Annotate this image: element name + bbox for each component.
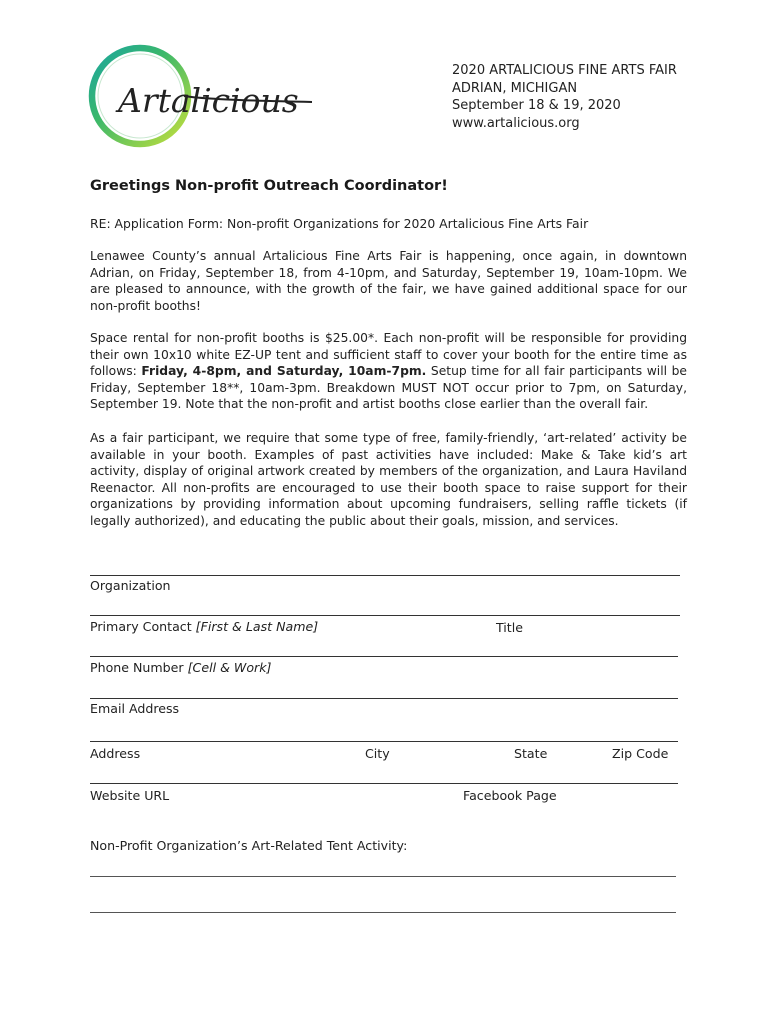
organization-label: Organization [90, 578, 171, 593]
address-label: Address [90, 746, 141, 761]
fair-website: www.artalicious.org [452, 115, 580, 131]
paragraph-activity: As a fair participant, we require that some type of free, family-friendly, ‘art-related’ activity be available in your booth. Examples of past activities have included: Make & Take kid’s art activity, display of original artwork created by members of the organization, and Laura Haviland Reenactor. All non-profits are encouraged to use their booth space to raise support for their organizations by providing information about upcoming fundraisers, selling raffle tickets (if legally authorized), and educating the public about their goals, mission, and services. [90, 431, 687, 528]
phone-field[interactable] [90, 656, 678, 657]
activity-line-2[interactable] [90, 912, 676, 913]
contact-title-field[interactable] [90, 615, 680, 616]
paragraph-booth-rental [90, 330, 687, 413]
state-label: State [514, 746, 548, 761]
activity-line-1[interactable] [90, 876, 676, 877]
primary-contact-hint: [First & Last Name] [195, 619, 319, 634]
website-label: Website URL [90, 788, 170, 803]
address-field[interactable] [90, 741, 678, 742]
primary-contact-text: Primary Contact [90, 619, 196, 634]
email-label: Email Address [90, 701, 180, 716]
city-label: City [365, 746, 390, 761]
greeting-heading: Greetings Non-profit Outreach Coordinator! [90, 178, 448, 194]
fair-location: ADRIAN, MICHIGAN [452, 80, 578, 96]
website-facebook-field[interactable] [90, 783, 678, 784]
fair-dates: September 18 & 19, 2020 [452, 98, 621, 113]
booth-rental-text: Space rental for non-profit booths is $25.00*. Each non-profit will be responsible for providing their own 10x10 white EZ-UP tent and sufficient staff to cover your booth for the entire time as follows: [90, 331, 687, 379]
artalicious-logo [88, 40, 316, 152]
organization-field[interactable] [90, 575, 680, 576]
booth-hours: Friday, 4-8pm, and Saturday, 10am-7pm. [141, 364, 427, 379]
phone-hint: [Cell & Work] [187, 660, 272, 675]
setup-text: Setup time for all fair participants will be Friday, September 18**, 10am-3pm. Breakdown MUST NOT occur prior to 7pm, on Saturday, September 19. Note that the non-profit and artist booths close earlier than the overall fair. [90, 364, 687, 412]
phone-text: Phone Number [90, 660, 188, 675]
paragraph-intro: Lenawee County’s annual Artalicious Fine Arts Fair is happening, once again, in downtown Adrian, on Friday, September 18, from 4-10pm, and Saturday, September 19, 10am-10pm. We are pleased to announce, with the growth of the fair, we have gained additional space for our non-profit booths! [90, 249, 687, 313]
facebook-label: Facebook Page [463, 788, 557, 803]
zip-label: Zip Code [612, 746, 669, 761]
title-label: Title [496, 620, 523, 635]
re-line: RE: Application Form: Non-profit Organizations for 2020 Artalicious Fine Arts Fair [90, 216, 589, 231]
fair-info [452, 62, 677, 132]
activity-label: Non-Profit Organization’s Art-Related Tent Activity: [90, 838, 408, 853]
email-field[interactable] [90, 698, 678, 699]
primary-contact-label [90, 619, 318, 634]
fair-title: 2020 ARTALICIOUS FINE ARTS FAIR [452, 63, 677, 78]
phone-label [90, 660, 271, 675]
svg-text:Artalicious: Artalicious [118, 81, 299, 120]
